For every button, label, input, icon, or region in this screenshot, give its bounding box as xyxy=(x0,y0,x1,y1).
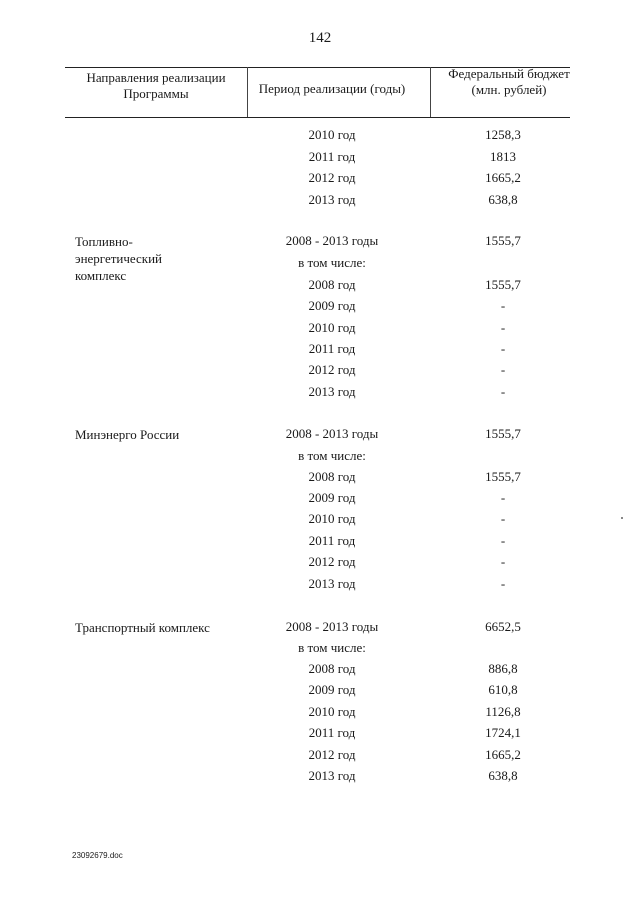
table-row-amount: - xyxy=(500,511,506,526)
table-row-period: 2012 год xyxy=(308,747,356,762)
table-row-period: 2008 год xyxy=(308,277,356,292)
table-row-amount: 1126,8 xyxy=(485,704,521,719)
table-row-amount: 1555,7 xyxy=(485,426,521,441)
table-row-period: 2008 - 2013 годы xyxy=(285,233,379,248)
header-budget: Федеральный бюджет (млн. рублей) xyxy=(448,66,570,97)
table-row-amount: - xyxy=(500,533,506,548)
table-row-period: 2010 год xyxy=(308,320,356,335)
table-row-amount: 1555,7 xyxy=(485,233,521,248)
table-row-amount: 1724,1 xyxy=(485,725,521,740)
table-row-amount: 1665,2 xyxy=(485,170,521,185)
table-row-amount: - xyxy=(500,576,506,591)
table-row-period: 2013 год xyxy=(308,192,356,207)
table-row-direction: Топливно-энергетический комплекс xyxy=(75,234,163,283)
table-row-period: в том числе: xyxy=(298,448,366,463)
table-row-amount: - xyxy=(500,320,506,335)
table-row-amount: - xyxy=(500,490,506,505)
table-row-period: 2012 год xyxy=(308,554,356,569)
table-row-amount: 1813 xyxy=(490,149,516,164)
table-row-period: 2012 год xyxy=(308,170,356,185)
table-row-amount: - xyxy=(500,362,506,377)
table-row-amount: 638,8 xyxy=(488,192,518,207)
table-row-amount: 1665,2 xyxy=(485,747,521,762)
table-row-period: 2012 год xyxy=(308,362,356,377)
table-row-amount: 638,8 xyxy=(488,768,518,783)
header-directions: Направления реализации Программы xyxy=(86,70,226,101)
table-row-period: 2009 год xyxy=(308,298,356,313)
table-row-period: в том числе: xyxy=(298,255,366,270)
table-row-period: 2013 год xyxy=(308,384,356,399)
table-row-period: 2011 год xyxy=(308,533,356,548)
table-row-amount: 610,8 xyxy=(488,682,518,697)
table-row-period: 2008 год xyxy=(308,469,356,484)
header-divider-2 xyxy=(430,67,431,117)
table-row-amount: 6652,5 xyxy=(485,619,521,634)
table-row-amount: 1555,7 xyxy=(485,469,521,484)
table-row-direction: Транспортный комплекс xyxy=(75,620,210,635)
table-row-period: 2009 год xyxy=(308,490,356,505)
table-row-amount: - xyxy=(500,384,506,399)
table-row-period: 2010 год xyxy=(308,511,356,526)
table-row-period: 2013 год xyxy=(308,576,356,591)
table-row-amount: 1555,7 xyxy=(485,277,521,292)
table-row-period: 2013 год xyxy=(308,768,356,783)
table-row-period: 2008 - 2013 годы xyxy=(285,619,379,634)
table-row-period: 2009 год xyxy=(308,682,356,697)
table-row-period: 2011 год xyxy=(308,341,356,356)
table-row-period: 2010 год xyxy=(308,704,356,719)
header-bottom-rule xyxy=(65,117,570,118)
page-number: 142 xyxy=(308,30,332,46)
header-period: Период реализации (годы) xyxy=(258,81,406,96)
table-row-direction: Минэнерго России xyxy=(75,427,180,442)
table-row-amount: 886,8 xyxy=(488,661,518,676)
table-row-period: 2010 год xyxy=(308,127,356,142)
scan-speck xyxy=(621,517,623,519)
table-row-period: в том числе: xyxy=(298,640,366,655)
table-row-period: 2008 год xyxy=(308,661,356,676)
table-row-amount: - xyxy=(500,554,506,569)
table-row-amount: - xyxy=(500,298,506,313)
table-row-period: 2011 год xyxy=(308,725,356,740)
table-row-period: 2008 - 2013 годы xyxy=(285,426,379,441)
table-row-period: 2011 год xyxy=(308,149,356,164)
table-row-amount: - xyxy=(500,341,506,356)
document-filename: 23092679.doc xyxy=(72,851,123,860)
table-row-amount: 1258,3 xyxy=(485,127,521,142)
